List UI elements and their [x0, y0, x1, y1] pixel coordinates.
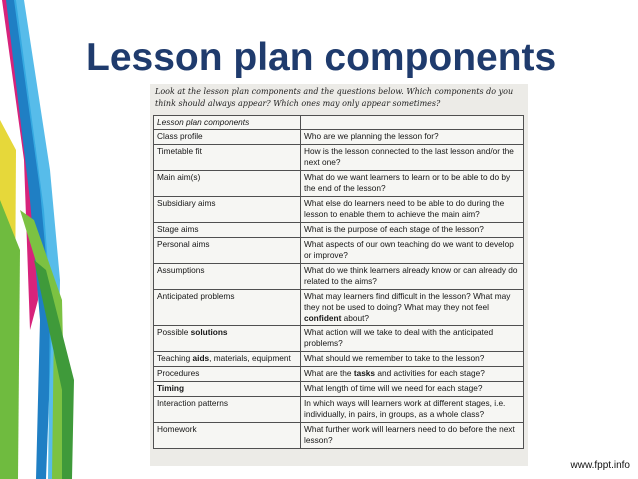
question-cell: Who are we planning the lesson for? [301, 130, 524, 145]
component-cell: Anticipated problems [154, 290, 301, 326]
component-cell: Personal aims [154, 238, 301, 264]
component-cell: Interaction patterns [154, 397, 301, 423]
lesson-plan-table [153, 115, 524, 449]
table-header-row [154, 116, 524, 130]
instructions-text: Look at the lesson plan components and the questions below. Which components do you think should always appear? Which ones may only appear sometimes? [155, 87, 514, 108]
question-cell: What do we want learners to learn or to be able to do by the end of the lesson? [301, 171, 524, 197]
question-cell: What are the tasks and activities for each stage? [301, 367, 524, 382]
component-cell: Stage aims [154, 223, 301, 238]
question-cell: What action will we take to deal with the anticipated problems? [301, 326, 524, 352]
question-cell: What do we think learners already know or can already do related to the aims? [301, 264, 524, 290]
table-header-blank [301, 116, 524, 130]
component-cell: Assumptions [154, 264, 301, 290]
question-cell: What further work will learners need to do before the next lesson? [301, 423, 524, 449]
table-row [154, 290, 524, 326]
table-row [154, 352, 524, 367]
table-row [154, 382, 524, 397]
table-row [154, 326, 524, 352]
table-row [154, 223, 524, 238]
component-cell: Class profile [154, 130, 301, 145]
table-row [154, 423, 524, 449]
table-row [154, 130, 524, 145]
component-cell: Teaching aids, materials, equipment [154, 352, 301, 367]
question-cell: What should we remember to take to the lesson? [301, 352, 524, 367]
component-cell: Timing [154, 382, 301, 397]
component-cell: Main aim(s) [154, 171, 301, 197]
slide-title: Lesson plan components [86, 36, 557, 79]
table-row [154, 397, 524, 423]
table-row [154, 238, 524, 264]
table-row [154, 367, 524, 382]
lesson-plan-scan [150, 84, 528, 466]
question-cell: What is the purpose of each stage of the lesson? [301, 223, 524, 238]
component-cell: Subsidiary aims [154, 197, 301, 223]
question-cell: What else do learners need to be able to do during the lesson to enable them to achieve the main aim? [301, 197, 524, 223]
component-cell: Possible solutions [154, 326, 301, 352]
question-cell: What aspects of our own teaching do we want to develop or improve? [301, 238, 524, 264]
component-cell: Timetable fit [154, 145, 301, 171]
table-row [154, 197, 524, 223]
footer-website: www.fppt.info [570, 460, 630, 471]
table-row [154, 171, 524, 197]
question-cell: What length of time will we need for each stage? [301, 382, 524, 397]
question-cell: In which ways will learners work at different stages, i.e. individually, in pairs, in groups, as a whole class? [301, 397, 524, 423]
question-cell: What may learners find difficult in the lesson? What may they not be used to doing? What may they not feel confident about? [301, 290, 524, 326]
component-cell: Homework [154, 423, 301, 449]
component-cell: Procedures [154, 367, 301, 382]
table-header-cell: Lesson plan components [154, 116, 301, 130]
decorative-ribbons [0, 0, 80, 479]
table-row [154, 264, 524, 290]
table-row [154, 145, 524, 171]
ribbon-green-left [0, 200, 20, 479]
question-cell: How is the lesson connected to the last lesson and/or the next one? [301, 145, 524, 171]
